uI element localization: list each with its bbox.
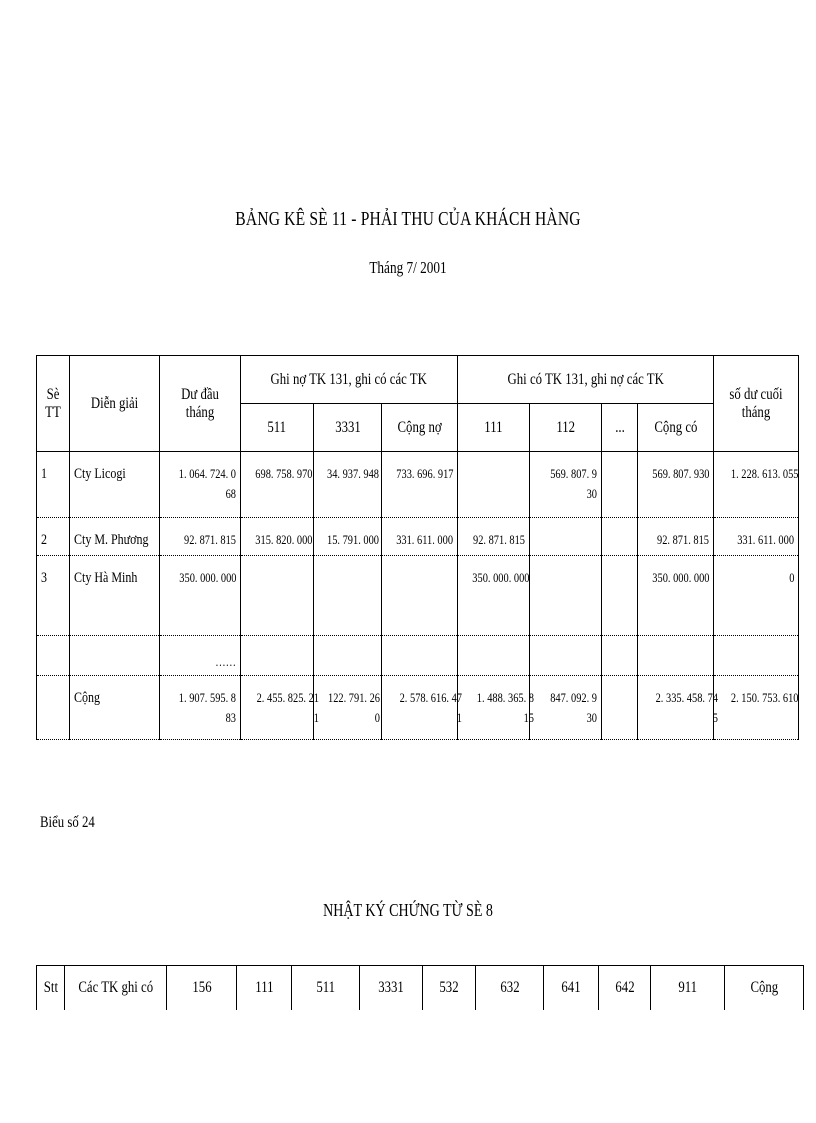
row-112 bbox=[530, 636, 602, 676]
row-111 bbox=[458, 452, 530, 518]
header-dien-giai: Diễn giải bbox=[70, 356, 160, 452]
header-ellipsis: ... bbox=[602, 404, 638, 452]
journal-header-911: 911 bbox=[651, 966, 725, 1011]
row-111 bbox=[458, 636, 530, 676]
row-name bbox=[70, 636, 160, 676]
header-du-dau-thang: Dư đầu tháng bbox=[160, 356, 241, 452]
row-name: Cty Licogi bbox=[70, 452, 160, 518]
row-112: 847. 092. 930 bbox=[530, 676, 602, 740]
row-111: 92. 871. 815 bbox=[458, 518, 530, 556]
header-111: 111 bbox=[458, 404, 530, 452]
row-3331: 122. 791. 260 bbox=[314, 676, 382, 740]
journal-table bbox=[36, 965, 804, 1010]
row-du-cuoi: 1. 228. 613. 055 bbox=[714, 452, 799, 518]
row-511: 698. 758. 970 bbox=[241, 452, 314, 518]
row-112 bbox=[530, 518, 602, 556]
journal-header-642: 642 bbox=[599, 966, 651, 1011]
journal-header-511: 511 bbox=[292, 966, 360, 1011]
journal-header-532: 532 bbox=[423, 966, 476, 1011]
row-cong-co: 569. 807. 930 bbox=[638, 452, 714, 518]
table-row bbox=[37, 556, 799, 636]
row-cong-co: 2. 335. 458. 745 bbox=[638, 676, 714, 740]
table-row bbox=[37, 518, 799, 556]
header-so-du-cuoi-thang: số dư cuối tháng bbox=[714, 356, 799, 452]
row-ellipsis bbox=[602, 556, 638, 636]
row-111: 1. 488. 365. 815 bbox=[458, 676, 530, 740]
header-stt: Sè TT bbox=[37, 356, 70, 452]
journal-title: NHẬT KÝ CHỨNG TỪ SÈ 8 bbox=[323, 900, 493, 920]
row-du-dau: 92. 871. 815 bbox=[160, 518, 241, 556]
header-ghi-no-group: Ghi nợ TK 131, ghi có các TK bbox=[241, 356, 458, 404]
row-name: Cộng bbox=[70, 676, 160, 740]
row-511 bbox=[241, 556, 314, 636]
row-cong-co: 350. 000. 000 bbox=[638, 556, 714, 636]
row-cong-no bbox=[382, 556, 458, 636]
row-3331: 34. 937. 948 bbox=[314, 452, 382, 518]
row-name: Cty M. Phương bbox=[70, 518, 160, 556]
journal-header-3331: 3331 bbox=[360, 966, 423, 1011]
row-cong-no: 2. 578. 616. 471 bbox=[382, 676, 458, 740]
report-subtitle: Tháng 7/ 2001 bbox=[369, 258, 447, 277]
row-cong-no: 331. 611. 000 bbox=[382, 518, 458, 556]
row-du-dau: …… bbox=[160, 636, 241, 676]
row-ellipsis bbox=[602, 518, 638, 556]
row-511: 315. 820. 000 bbox=[241, 518, 314, 556]
row-111: 350. 000. 000 bbox=[458, 556, 530, 636]
row-name: Cty Hà Minh bbox=[70, 556, 160, 636]
row-cong-co: 92. 871. 815 bbox=[638, 518, 714, 556]
row-ellipsis bbox=[602, 676, 638, 740]
journal-header-111: 111 bbox=[237, 966, 292, 1011]
row-stt: 1 bbox=[37, 452, 70, 518]
header-3331: 3331 bbox=[314, 404, 382, 452]
row-3331 bbox=[314, 556, 382, 636]
table-row bbox=[37, 452, 799, 518]
row-du-cuoi: 331. 611. 000 bbox=[714, 518, 799, 556]
receivables-table bbox=[36, 355, 799, 740]
row-du-cuoi bbox=[714, 636, 799, 676]
row-3331: 15. 791. 000 bbox=[314, 518, 382, 556]
header-511: 511 bbox=[241, 404, 314, 452]
table-row-total bbox=[37, 676, 799, 740]
row-du-dau: 1. 064. 724. 068 bbox=[160, 452, 241, 518]
row-stt bbox=[37, 676, 70, 740]
row-du-dau: 1. 907. 595. 883 bbox=[160, 676, 241, 740]
journal-header-156: 156 bbox=[167, 966, 237, 1011]
journal-header-632: 632 bbox=[476, 966, 544, 1011]
row-3331 bbox=[314, 636, 382, 676]
header-112: 112 bbox=[530, 404, 602, 452]
row-stt: 2 bbox=[37, 518, 70, 556]
row-112: 569. 807. 930 bbox=[530, 452, 602, 518]
journal-header-641: 641 bbox=[544, 966, 599, 1011]
row-stt bbox=[37, 636, 70, 676]
row-112 bbox=[530, 556, 602, 636]
row-du-cuoi: 2. 150. 753. 610 bbox=[714, 676, 799, 740]
row-stt: 3 bbox=[37, 556, 70, 636]
row-511: 2. 455. 825. 211 bbox=[241, 676, 314, 740]
note-bieu-so: Biểu số 24 bbox=[40, 814, 95, 831]
table-row bbox=[37, 636, 799, 676]
journal-header-tk-ghi-co: Các TK ghi có bbox=[65, 966, 167, 1011]
row-ellipsis bbox=[602, 452, 638, 518]
header-cong-co: Cộng có bbox=[638, 404, 714, 452]
row-511 bbox=[241, 636, 314, 676]
header-cong-no: Cộng nợ bbox=[382, 404, 458, 452]
journal-header-stt: Stt bbox=[37, 966, 65, 1011]
report-title: BẢNG KÊ SÈ 11 - PHẢI THU CỦA KHÁCH HÀNG bbox=[235, 208, 581, 230]
row-cong-no bbox=[382, 636, 458, 676]
header-ghi-co-group: Ghi có TK 131, ghi nợ các TK bbox=[458, 356, 714, 404]
row-du-dau: 350. 000. 000 bbox=[160, 556, 241, 636]
row-cong-no: 733. 696. 917 bbox=[382, 452, 458, 518]
row-cong-co bbox=[638, 636, 714, 676]
row-ellipsis bbox=[602, 636, 638, 676]
row-du-cuoi: 0 bbox=[714, 556, 799, 636]
journal-header-cong: Cộng bbox=[725, 966, 804, 1011]
